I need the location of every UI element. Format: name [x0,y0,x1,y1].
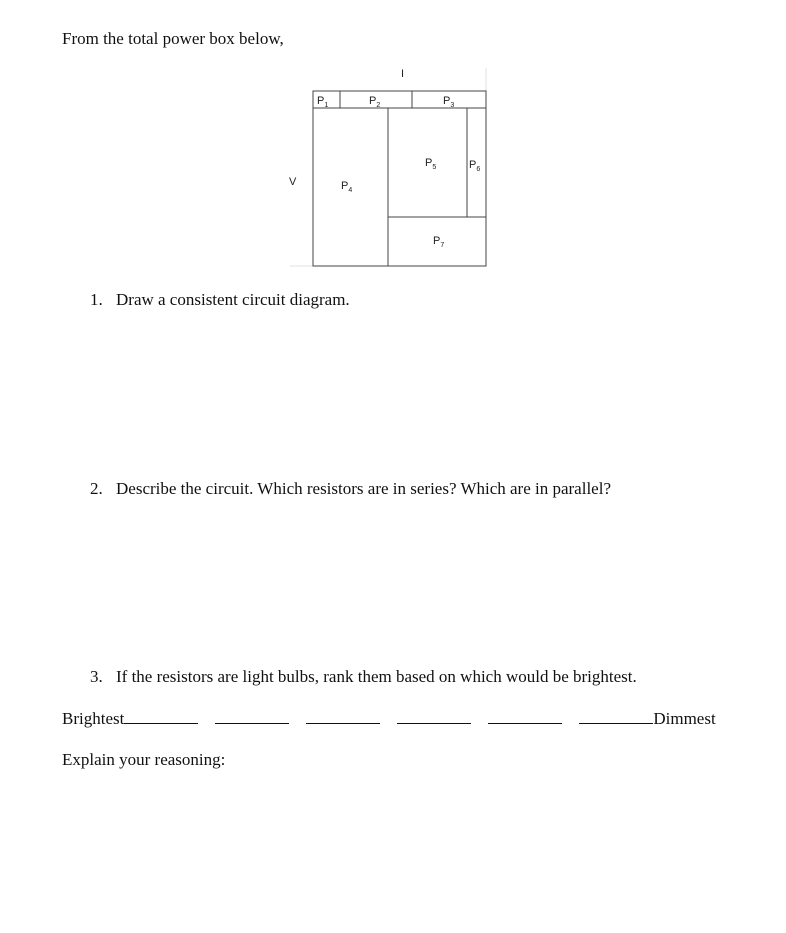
question-2 [90,479,611,499]
question-2-number: 2. [90,479,103,498]
question-3-number: 3. [90,667,103,686]
power-box-diagram [0,0,786,300]
cell-p7: P7 [433,235,445,249]
rank-blank-4[interactable] [397,709,471,724]
explain-prompt: Explain your reasoning: [62,750,226,769]
cell-p4: P4 [341,180,353,194]
question-1-text: Draw a consistent circuit diagram. [116,290,350,309]
main-area [313,108,486,266]
question-3-text: If the resistors are light bulbs, rank them based on which would be brightest. [116,667,637,686]
question-2-text: Describe the circuit. Which resistors are in series? Which are in parallel? [116,479,611,498]
rank-blank-6[interactable] [579,709,653,724]
cell-p3: P3 [443,95,455,109]
voltage-label: V [289,176,297,188]
intro-text: From the total power box below, [62,29,284,48]
cell-p6: P6 [469,159,481,173]
cell-p1: P1 [317,95,329,109]
rank-blank-1[interactable] [124,709,198,724]
ranking-line [62,709,716,729]
current-label: I [401,68,405,80]
cell-p2: P2 [369,95,381,109]
rank-blank-2[interactable] [215,709,289,724]
dimmest-label: Dimmest [653,709,716,728]
rank-blank-5[interactable] [488,709,562,724]
question-3 [90,667,637,687]
brightest-label: Brightest [62,709,125,728]
top-strip [313,91,486,108]
question-1 [90,290,350,310]
cell-p5: P5 [425,157,437,171]
question-1-number: 1. [90,290,103,309]
rank-blank-3[interactable] [306,709,380,724]
